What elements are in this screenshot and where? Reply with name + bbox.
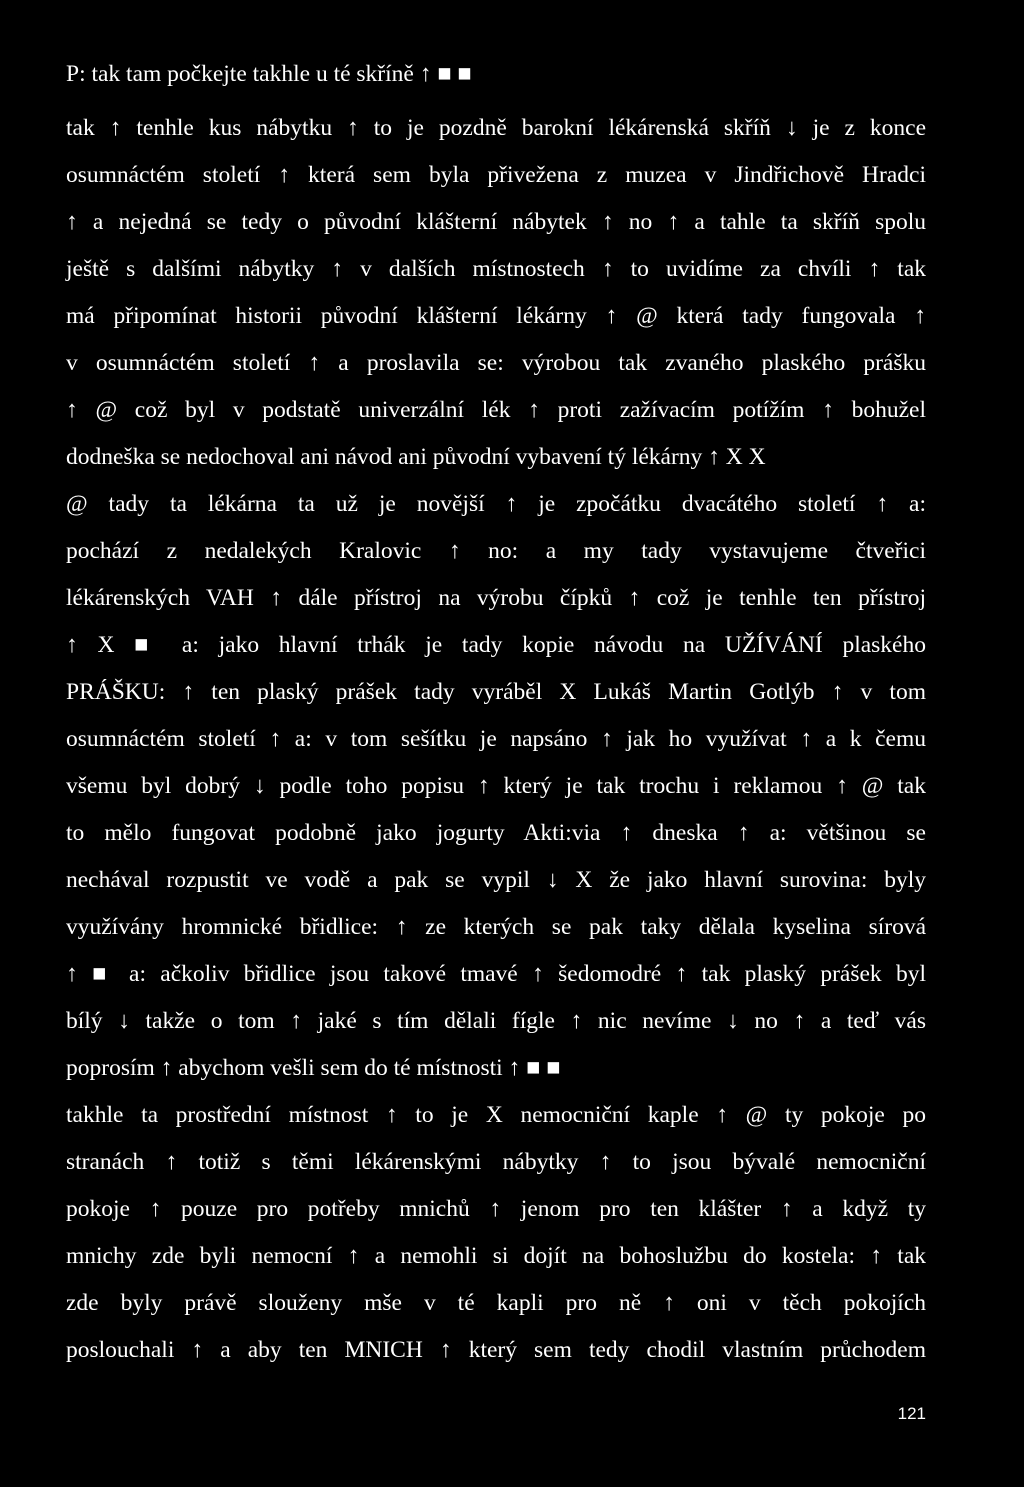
transcript-line: ↑ ■ a: ačkoliv břidlice jsou takové tmavé ↑ šedomodré ↑ tak plaský prášek byl [66, 961, 926, 987]
transcript-line: lékárenských VAH ↑ dále přístroj na výrobu čípků ↑ což je tenhle ten přístroj [66, 585, 926, 611]
transcript-line: PRÁŠKU: ↑ ten plaský prášek tady vyráběl X Lukáš Martin Gotlýb ↑ v tom [66, 679, 926, 705]
transcript-line: všemu byl dobrý ↓ podle toho popisu ↑ který je tak trochu i reklamou ↑ @ tak [66, 773, 926, 799]
transcript-line: osumnáctém století ↑ a: v tom sešítku je napsáno ↑ jak ho využívat ↑ a k čemu [66, 726, 926, 752]
transcript-line: mnichy zde byli nemocní ↑ a nemohli si dojít na bohoslužbu do kostela: ↑ tak [66, 1243, 926, 1269]
transcript-line: ↑ X ■ a: jako hlavní trhák je tady kopie návodu na UŽÍVÁNÍ plaského [66, 632, 926, 658]
transcript-line: takhle ta prostřední místnost ↑ to je X nemocniční kaple ↑ @ ty pokoje po [66, 1102, 926, 1128]
transcript-line: poslouchali ↑ a aby ten MNICH ↑ který sem tedy chodil vlastním průchodem [66, 1337, 926, 1363]
transcript-line: ještě s dalšími nábytky ↑ v dalších místnostech ↑ to uvidíme za chvíli ↑ tak [66, 256, 926, 282]
transcript-text [66, 54, 926, 1377]
transcript-line: zde byly právě slouženy mše v té kapli pro ně ↑ oni v těch pokojích [66, 1290, 926, 1316]
transcript-line: @ tady ta lékárna ta už je novější ↑ je zpočátku dvacátého století ↑ a: [66, 491, 926, 517]
transcript-line: dodneška se nedochoval ani návod ani původní vybavení tý lékárny ↑ X X [66, 444, 766, 470]
transcript-line: P: tak tam počkejte takhle u té skříně ↑ ■ ■ [66, 61, 472, 87]
transcript-line: poprosím ↑ abychom vešli sem do té místnosti ↑ ■ ■ [66, 1055, 561, 1081]
transcript-line: ↑ a nejedná se tedy o původní klášterní nábytek ↑ no ↑ a tahle ta skříň spolu [66, 209, 926, 235]
transcript-line: využívány hromnické břidlice: ↑ ze kterých se pak taky dělala kyselina sírová [66, 914, 926, 940]
page-number: 121 [897, 1404, 926, 1423]
transcript-line: ↑ @ což byl v podstatě univerzální lék ↑ proti zažívacím potížím ↑ bohužel [66, 397, 926, 423]
transcript-line: v osumnáctém století ↑ a proslavila se: výrobou tak zvaného plaského prášku [66, 350, 926, 376]
transcript-line: stranách ↑ totiž s těmi lékárenskými nábytky ↑ to jsou bývalé nemocniční [66, 1149, 926, 1175]
transcript-line: tak ↑ tenhle kus nábytku ↑ to je pozdně barokní lékárenská skříň ↓ je z konce [66, 115, 926, 141]
transcript-line: bílý ↓ takže o tom ↑ jaké s tím dělali fígle ↑ nic nevíme ↓ no ↑ a teď vás [66, 1008, 926, 1034]
transcript-line: má připomínat historii původní klášterní lékárny ↑ @ která tady fungovala ↑ [66, 303, 926, 329]
transcript-line: pokoje ↑ pouze pro potřeby mnichů ↑ jenom pro ten klášter ↑ a když ty [66, 1196, 926, 1222]
transcript-line: to mělo fungovat podobně jako jogurty Akti:via ↑ dneska ↑ a: většinou se [66, 820, 926, 846]
transcript-line: nechával rozpustit ve vodě a pak se vypil ↓ X že jako hlavní surovina: byly [66, 867, 926, 893]
transcript-line: osumnáctém století ↑ která sem byla přivežena z muzea v Jindřichově Hradci [66, 162, 926, 188]
transcript-line: pochází z nedalekých Kralovic ↑ no: a my tady vystavujeme čtveřici [66, 538, 926, 564]
